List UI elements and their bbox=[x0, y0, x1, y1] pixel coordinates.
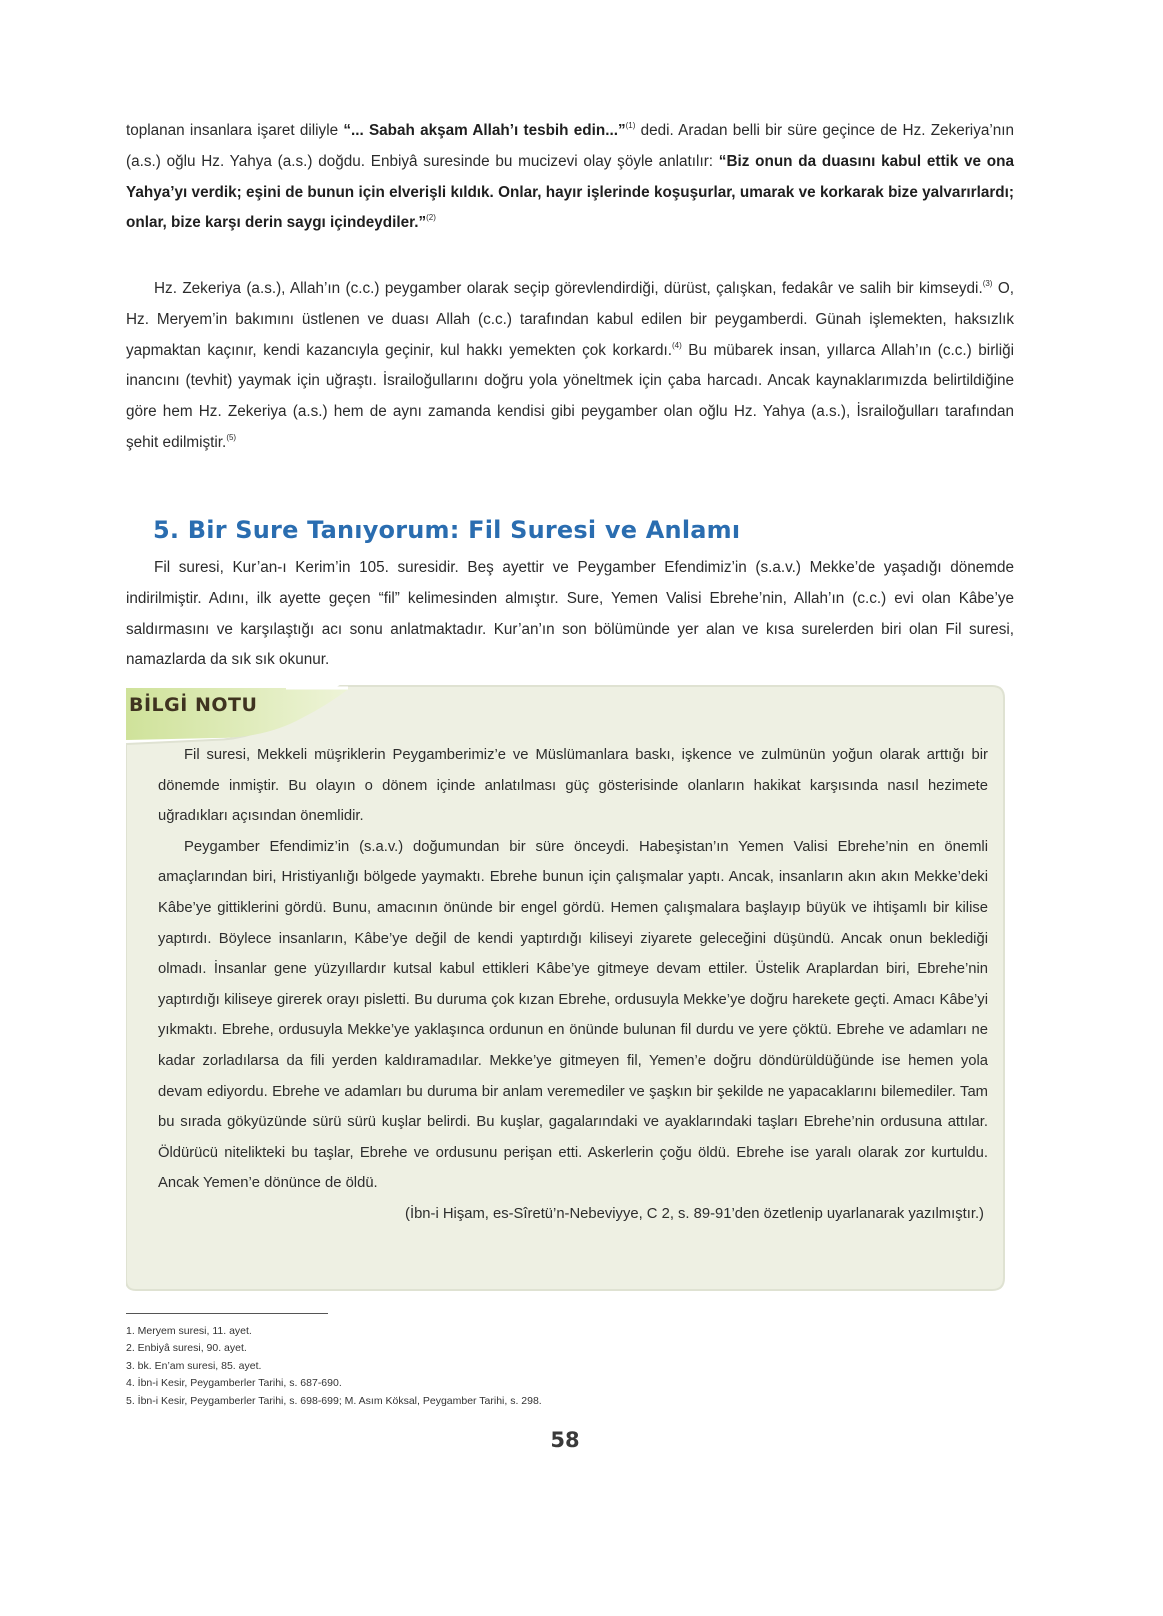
footnote-item: 5. İbn-i Kesir, Peygamberler Tarihi, s. 698-699; M. Asım Köksal, Peygamber Tarihi, s. 298. bbox=[126, 1394, 542, 1407]
intro-paragraph-1 bbox=[126, 116, 1014, 239]
footnote-ref-1[interactable]: (1) bbox=[625, 121, 636, 130]
footnote-ref-2[interactable]: (2) bbox=[426, 213, 436, 223]
footnote-ref-3[interactable]: (3) bbox=[982, 279, 993, 288]
info-note-paragraph-1: Fil suresi, Mekkeli müşriklerin Peygamberimiz’e ve Müslümanlara baskı, işkence ve zulmünün yoğun olarak arttığı bir dönemde inmiştir. Bu olayın o dönem içinde anlatılması güç gösterisinde olanların hakikat karşısında nasıl hezimete uğradıkları açısından önemlidir. bbox=[158, 747, 988, 825]
info-note-box bbox=[126, 684, 1008, 1298]
intro-paragraph-2 bbox=[126, 274, 1014, 459]
footnote-item: 2. Enbiyâ suresi, 90. ayet. bbox=[126, 1342, 247, 1355]
footnote-ref-5[interactable]: (5) bbox=[226, 432, 237, 442]
footnote-item: 3. bk. En’am suresi, 85. ayet. bbox=[126, 1359, 262, 1372]
quote-enbiya: “Biz onun da duasını kabul ettik ve ona Yahya’yı verdik; eşini de bunun için elverişli kıldık. Onlar, hayır işlerinde koşuşurlar, umarak ve korkarak bize yalvarırlardı; onlar, bize karşı derin saygı içindeydiler.” bbox=[126, 152, 1014, 232]
page-number: 58 bbox=[550, 1428, 580, 1452]
quote-tesbih: “... Sabah akşam Allah’ı tesbih edin...” bbox=[343, 122, 626, 139]
footnote-ref-4[interactable]: (4) bbox=[671, 340, 682, 350]
footnote-item: 4. İbn-i Kesir, Peygamberler Tarihi, s. 687-690. bbox=[126, 1377, 342, 1390]
section-heading: 5. Bir Sure Tanıyorum: Fil Suresi ve Anlamı bbox=[153, 516, 741, 544]
text-run: Hz. Zekeriya (a.s.), Allah’ın (c.c.) peygamber olarak seçip görevlendirdiği, dürüst, çalışkan, fedakâr ve salih bir kimseydi. bbox=[154, 280, 983, 297]
text-run: Bu mübarek insan, yıllarca Allah’ın (c.c.) birliği inancını (tevhit) yaymak için uğraştı. İsrailoğullarını doğru yola yöneltmek için çaba harcadı. Ancak kaynaklarımızda belirtildiğine göre hem Hz. Zekeriya (a.s.) hem de aynı zamanda kendisi gibi peygamber olan oğlu Hz. Yahya (a.s.), İsrailoğulları tarafından şehit edilmiştir. bbox=[126, 341, 1014, 451]
section-paragraph: Fil suresi, Kur’an-ı Kerim’in 105. suresidir. Beş ayettir ve Peygamber Efendimiz’in (s.a.v.) Mekke’de yaşadığı dönemde indirilmiştir. Adını, ilk ayette geçen “fil” kelimesinden almıştır. Sure, Yemen Valisi Ebrehe’nin, Allah’ın (c.c.) evi olan Kâbe’ye saldırmasını ve karşılaştığı acı sonu anlatmaktadır. Kur’an’ın son bölümünde yer alan ve kısa surelerden biri olan Fil suresi, namazlarda da sık sık okunur. bbox=[126, 559, 1014, 669]
info-note-source: (İbn-i Hişam, es-Sîretü’n-Nebeviyye, C 2, s. 89-91’den özetlenip uyarlanarak yazılmıştır.) bbox=[405, 1205, 984, 1222]
footnote-item: 1. Meryem suresi, 11. ayet. bbox=[126, 1325, 252, 1337]
text-run: toplanan insanlara işaret diliyle bbox=[126, 122, 344, 139]
info-note-label: BİLGİ NOTU bbox=[129, 694, 258, 716]
text-run: O, Hz. Meryem’in bakımını üstlenen ve duası Allah (c.c.) tarafından kabul edilen bir peygamberdi. Günah işlemekten, haksızlık yapmaktan kaçınır, kendi kazancıyla geçinir, kul hakkı yemekten çok korkardı. bbox=[126, 280, 1014, 359]
text-run: dedi. Aradan belli bir süre geçince de Hz. Zekeriya’nın (a.s.) oğlu Hz. Yahya (a.s.) doğdu. Enbiyâ suresinde bu mucizevi olay şöyle anlatılır: bbox=[126, 122, 1015, 170]
footnotes-list bbox=[126, 1323, 826, 1410]
info-note-paragraph-2: Peygamber Efendimiz’in (s.a.v.) doğumundan bir süre önceydi. Habeşistan’ın Yemen Valisi Ebrehe’nin en önemli amaçlarından biri, Hristiyanlığı bölgede yaymaktı. Ebrehe bunun için çalışmalar yaptı. Ancak, insanların akın akın Mekke’deki Kâbe’ye gittiklerini gördü. Bunu, amacının önünde bir engel gördü. Hemen çalışmalara başlayıp büyük ve ihtişamlı bir kilise yaptırdı. Böylece insanların, Kâbe’ye değil de kendi yaptırdığı kiliseyi ziyarete geleceğini düşündü. Ancak onun beklediği olmadı. İnsanlar gene yüzyıllardır kutsal kabul ettikleri Kâbe’ye gitmeye devam ettiler. Üstelik Araplardan biri, Ebrehe’nin yaptırdığı kiliseye girerek orayı pisletti. Bu duruma çok kızan Ebrehe, ordusuyla Mekke’ye doğru harekete geçti. Amacı Kâbe’yi yıkmaktı. Ebrehe, ordusuyla Mekke’ye yaklaşınca ordunun en önünde bulunan fil durdu ve yere çöktü. Ebrehe ve adamları ne kadar zorladılarsa da fili yerden kaldıramadılar. Mekke’ye gitmeyen fil, Yemen’e doğru döndürüldüğünde ise hemen yola devam ediyordu. Ebrehe ve adamları bu duruma bir anlam veremediler ve şaşkın bir şekilde ne yapacaklarını bilemediler. Tam bu sırada gökyüzünde sürü sürü kuşlar belirdi. Bu kuşlar, gagalarındaki ve ayaklarındaki taşları Ebrehe’nin ordusuna attılar. Öldürücü nitelikteki bu taşlar, Ebrehe ve ordusunu perişan etti. Askerlerin çoğu öldü. Ebrehe ise yaralı olarak zor kurtuldu. Ancak Yemen’e dönünce de öldü. bbox=[158, 838, 988, 1192]
info-note-body bbox=[158, 740, 988, 1230]
footnote-divider bbox=[126, 1313, 328, 1314]
